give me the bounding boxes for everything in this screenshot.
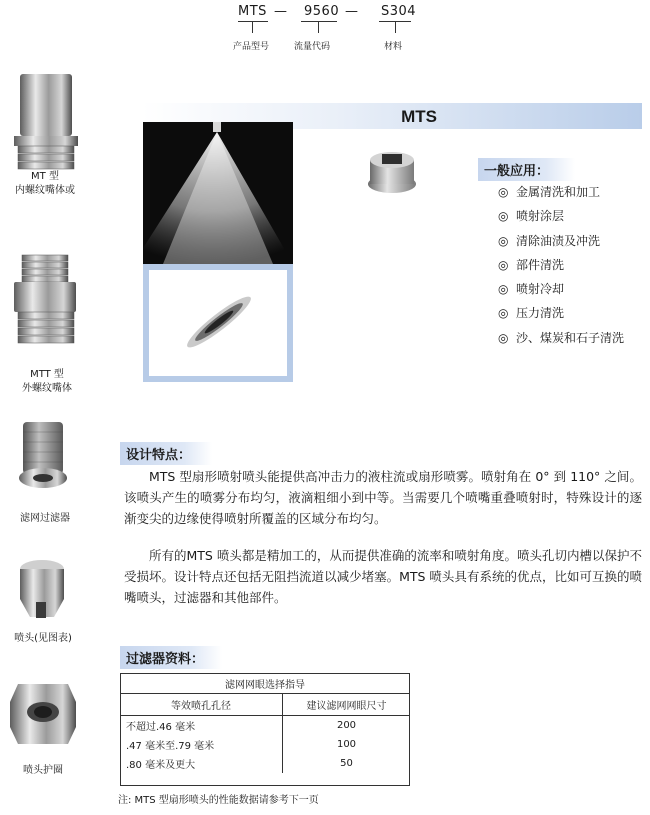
bullet-icon: ◎ <box>498 330 509 345</box>
underline-product <box>238 21 268 22</box>
model-part-product: MTS <box>238 4 267 19</box>
footnote: 注: MTS 型扇形喷头的性能数据请参考下一页 <box>118 795 319 806</box>
spray-pattern-photo <box>143 264 293 382</box>
cell-orifice: .80 毫米及更大 <box>120 754 283 773</box>
strainer-caption <box>0 512 100 526</box>
mt-body-caption-line1: MT 型 <box>31 171 59 182</box>
application-item <box>498 301 624 325</box>
model-part-material: S304 <box>381 4 417 19</box>
bullet-icon: ◎ <box>498 282 509 297</box>
mt-body-image <box>14 74 78 169</box>
application-item <box>498 204 624 228</box>
table-row <box>120 754 410 773</box>
application-text: 喷射涂层 <box>516 209 565 224</box>
application-text: 喷射冷却 <box>516 282 565 297</box>
table-row <box>120 716 410 736</box>
table-header-row <box>120 694 410 716</box>
tip-illustration <box>362 148 422 196</box>
cell-mesh: 200 <box>336 720 357 731</box>
cell-orifice: 不超过.46 毫米 <box>120 716 283 736</box>
spray-pattern-graphic <box>149 270 287 376</box>
table-row <box>120 735 410 754</box>
spray-photo <box>143 122 293 264</box>
model-dash-1: — <box>274 4 287 19</box>
banner-title: MTS <box>401 107 437 126</box>
spray-fan-graphic <box>143 122 293 264</box>
design-heading: 设计特点： <box>120 442 212 465</box>
tip-caption-line1: 喷头(见图表) <box>14 633 72 644</box>
col-header-mesh: 建议滤网网眼尺寸 <box>283 694 411 716</box>
filter-heading: 过滤器资料： <box>120 646 222 669</box>
application-item <box>498 229 624 253</box>
bullet-icon: ◎ <box>498 233 509 248</box>
application-text: 清除油渍及冲洗 <box>516 233 601 248</box>
table-title-row <box>120 673 410 694</box>
strainer-caption-line1: 滤网过滤器 <box>20 513 70 524</box>
application-text: 压力清洗 <box>516 306 565 321</box>
retainer-caption <box>0 764 98 778</box>
cell-mesh: 50 <box>340 758 353 769</box>
retainer-image <box>10 684 76 744</box>
design-paragraph-1: MTS 型扇形喷射喷头能提供高冲击力的液柱流或扇形喷雾。喷射角在 0° 到 110° 之间。该喷头产生的喷雾分布均匀，液滴粗细小到中等。当需要几个喷嘴重叠喷射时，特殊设计的逐渐变尖的边缘使得喷射所覆盖的区域分布均匀。 <box>124 469 642 526</box>
application-item <box>498 180 624 204</box>
caption-flow: 流量代码 <box>294 42 331 52</box>
mt-body-caption <box>0 170 100 198</box>
mtt-body-caption-line1: MTT 型 <box>30 369 64 380</box>
tick-flow <box>318 21 319 33</box>
retainer-caption-line1: 喷头护圈 <box>23 765 63 776</box>
caption-material: 材料 <box>384 42 403 52</box>
caption-product: 产品型号 <box>233 42 270 52</box>
applications-list <box>498 180 624 350</box>
application-text: 沙、煤炭和石子清洗 <box>516 330 625 345</box>
tick-material <box>395 21 396 33</box>
design-paragraph-2: 所有的MTS 喷头都是精加工的，从而提供准确的流率和喷射角度。喷头孔切内槽以保护不受损坏。设计特点还包括无阻挡流道以减少堵塞。MTS 喷头具有系统的优点，比如可互换的喷嘴喷头，过滤器和其他部件。 <box>124 548 642 605</box>
bullet-icon: ◎ <box>498 185 509 199</box>
tip-image <box>20 560 64 618</box>
cell-mesh: 100 <box>336 739 357 750</box>
strainer-image <box>19 422 67 488</box>
tick-product <box>252 21 253 33</box>
bullet-icon: ◎ <box>498 257 509 272</box>
mtt-body-caption <box>0 368 102 396</box>
mtt-body-caption-line2: 外螺纹嘴体 <box>22 383 72 394</box>
application-text: 金属清洗和加工 <box>516 185 601 199</box>
applications-heading: 一般应用： <box>478 158 575 181</box>
model-part-flow: 9560 <box>304 4 340 19</box>
col-header-orifice: 等效喷孔孔径 <box>120 694 283 716</box>
filter-table <box>120 673 410 773</box>
underline-flow <box>301 21 337 22</box>
bullet-icon: ◎ <box>498 209 509 224</box>
application-item <box>498 326 624 350</box>
model-dash-2: — <box>345 4 358 19</box>
application-item <box>498 253 624 277</box>
mtt-body-image <box>14 255 76 343</box>
table-title: 滤网网眼选择指导 <box>120 673 410 694</box>
application-text: 部件清洗 <box>516 257 565 272</box>
mt-body-caption-line2: 内螺纹嘴体或 <box>15 185 75 196</box>
application-item <box>498 277 624 301</box>
cell-orifice: .47 毫米至.79 毫米 <box>120 735 283 754</box>
bullet-icon: ◎ <box>498 306 509 321</box>
tip-caption <box>0 632 98 646</box>
